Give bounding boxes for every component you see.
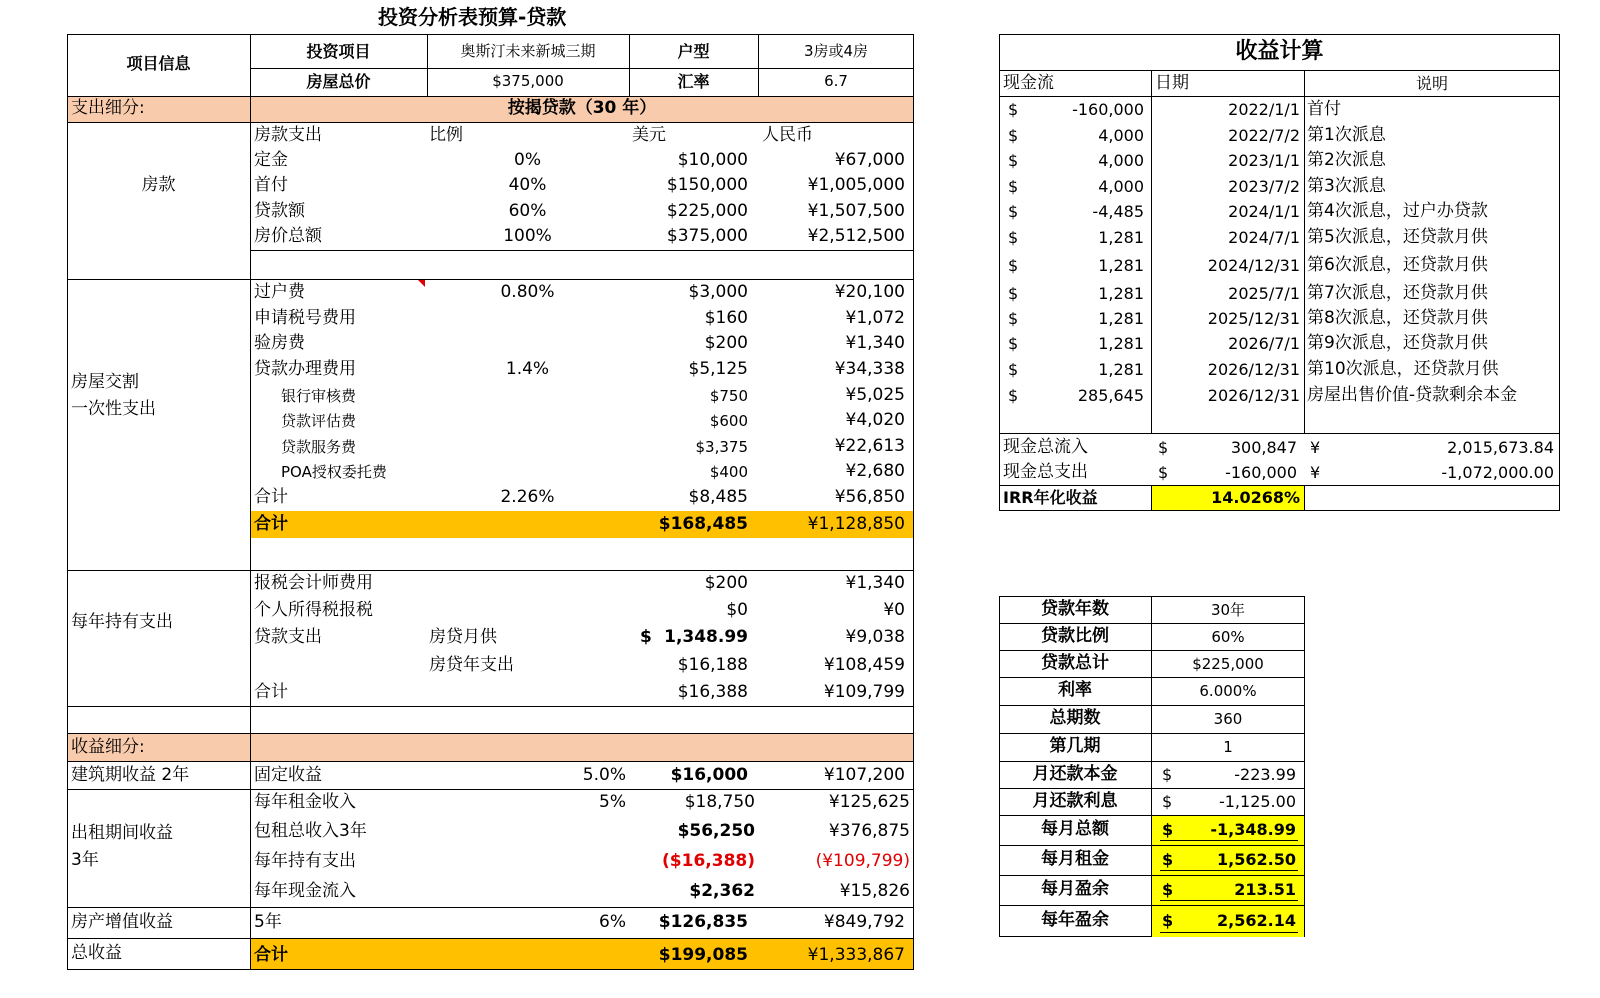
total-income-rmb: ¥1,333,867 [807, 945, 905, 965]
cashflow-sign: $ [1008, 309, 1019, 328]
loan-row-value: 30年 [1210, 601, 1246, 619]
closing-subrow-label: 贷款评估费 [281, 412, 357, 430]
closing-row-ratio: 0.80% [500, 282, 555, 302]
closing-row-label: 申请税号费用 [254, 308, 356, 328]
closing-row-usd: $3,000 [688, 282, 748, 302]
cashflow-note: 第3次派息 [1307, 176, 1386, 196]
loan-row-label: 月还款利息 [1032, 791, 1118, 811]
rental-row-rmb: (¥109,799) [815, 851, 910, 871]
appreciation-group: 房产增值收益 [71, 912, 173, 932]
annual-row-label: 报税会计师费用 [254, 573, 373, 593]
construction-rmb: ¥107,200 [823, 765, 905, 785]
total-price-value: $375,000 [492, 72, 564, 90]
cashflow-sign: $ [1008, 177, 1019, 196]
house-row-ratio: 40% [508, 175, 547, 195]
house-row-ratio: 0% [514, 150, 541, 170]
closing-subrow-usd: $750 [709, 387, 748, 405]
house-row-label: 贷款额 [254, 201, 305, 221]
house-row-usd: $150,000 [666, 175, 748, 195]
rental-group-line1: 出租期间收益 [71, 823, 173, 843]
annual-row-rmb: ¥108,459 [823, 655, 905, 675]
annual-row-label: 合计 [254, 682, 288, 702]
project-info-label: 项目信息 [126, 54, 191, 73]
cashflow-amount: 285,645 [1077, 386, 1144, 405]
closing-row-usd: $8,485 [688, 487, 748, 507]
appreciation-usd: $126,835 [658, 912, 748, 932]
cashflow-date: 2025/12/31 [1207, 309, 1300, 328]
loan-row-value: $225,000 [1192, 655, 1264, 673]
house-row-label: 房价总额 [254, 226, 322, 246]
appreciation-label: 5年 [254, 912, 282, 932]
rental-row-label: 包租总收入3年 [254, 821, 367, 841]
cashflow-date: 2022/7/2 [1228, 126, 1300, 145]
rental-row-usd: ($16,388) [662, 851, 755, 871]
total-income-group: 总收益 [71, 943, 122, 963]
house-row-usd: $225,000 [666, 201, 748, 221]
loan-row-value: 2,562.14 [1217, 911, 1296, 930]
income-section-label: 收益细分: [71, 737, 145, 757]
rental-row-rmb: ¥376,875 [828, 821, 910, 841]
expense-section-label: 支出细分: [71, 98, 145, 118]
rate-label: 汇率 [677, 72, 710, 91]
cashflow-note: 第1次派息 [1307, 125, 1386, 145]
annual-row-label: 贷款支出 [254, 627, 322, 647]
closing-row-label: 合计 [254, 487, 288, 507]
closing-row-rmb: ¥20,100 [834, 282, 905, 302]
annual-row-rmb: ¥9,038 [845, 627, 905, 647]
closing-row-ratio: 2.26% [500, 487, 555, 507]
closing-subrow-label: 银行审核费 [281, 387, 357, 405]
total-income-label: 合计 [254, 945, 288, 965]
loan-row-value: 1,562.50 [1217, 850, 1296, 869]
construction-ratio: 5.0% [582, 765, 626, 785]
outflow-label: 现金总支出 [1003, 462, 1088, 482]
rental-row-usd: $2,362 [689, 881, 755, 901]
closing-row-rmb: ¥1,072 [845, 308, 905, 328]
comment-marker [418, 280, 425, 287]
house-group-label: 房款 [141, 175, 176, 195]
loan-row-label: 每年盈余 [1041, 910, 1109, 930]
cashflow-note: 第4次派息，过户办贷款 [1307, 201, 1488, 221]
cashflow-sign: $ [1008, 360, 1019, 379]
loan-row-label: 每月租金 [1041, 849, 1109, 869]
loan-row-sign: $ [1162, 850, 1174, 869]
construction-usd: $16,000 [670, 765, 748, 785]
annual-row-label: 个人所得税报税 [254, 600, 373, 620]
closing-row-label: 过户费 [254, 282, 305, 302]
type-value: 3房或4房 [803, 42, 869, 60]
annual-row-usd: 1,348.99 [664, 627, 748, 647]
cashflow-sign: $ [1008, 228, 1019, 247]
loan-row-label: 贷款比例 [1041, 626, 1109, 646]
cashflow-date: 2022/1/1 [1228, 100, 1300, 119]
closing-subrow-label: POA授权委托费 [281, 463, 387, 481]
cashflow-sign: $ [1008, 256, 1019, 275]
rental-row-label: 每年现金流入 [254, 881, 356, 901]
rental-row-label: 每年持有支出 [254, 851, 356, 871]
inflow-rmb-sign: ¥ [1310, 438, 1321, 457]
loan-row-value: -223.99 [1234, 765, 1296, 784]
cashflow-sign: $ [1008, 151, 1019, 170]
house-row-ratio: 60% [508, 201, 547, 221]
annual-row-sublabel: 房贷月供 [429, 627, 497, 647]
loan-row-label: 贷款年数 [1041, 599, 1109, 619]
loan-row-label: 每月总额 [1041, 819, 1109, 839]
cashflow-note: 第2次派息 [1307, 150, 1386, 170]
mortgage-title: 按揭贷款（30 年） [507, 98, 657, 118]
annual-row-rmb: ¥1,340 [845, 573, 905, 593]
loan-row-label: 总期数 [1049, 708, 1101, 728]
outflow-rmb: -1,072,000.00 [1441, 463, 1554, 482]
cashflow-date: 2023/7/2 [1228, 177, 1300, 196]
house-row-usd: $375,000 [666, 226, 748, 246]
cashflow-date: 2026/12/31 [1207, 386, 1300, 405]
cashflow-amount: -160,000 [1072, 100, 1144, 119]
cashflow-sign: $ [1008, 202, 1019, 221]
rental-row-label: 每年租金收入 [254, 792, 356, 812]
loan-row-label: 利率 [1058, 680, 1092, 700]
investment-value: 奥斯汀未来新城三期 [460, 42, 596, 60]
total-price-label: 房屋总价 [306, 72, 371, 91]
col-note: 说明 [1415, 74, 1448, 93]
rental-row-rmb: ¥125,625 [828, 792, 910, 812]
col-date: 日期 [1155, 73, 1189, 93]
closing-row-rmb: ¥56,850 [834, 487, 905, 507]
loan-row-label: 每月盈余 [1041, 879, 1109, 899]
loan-row-value: 213.51 [1234, 880, 1296, 899]
closing-row-rmb: ¥1,340 [845, 333, 905, 353]
annual-row-sublabel: 房贷年支出 [429, 655, 514, 675]
loan-row-value: 6.000% [1199, 682, 1257, 700]
irr-value: 14.0268% [1211, 488, 1300, 507]
house-row-rmb: ¥1,507,500 [807, 201, 905, 221]
closing-row-rmb: ¥34,338 [834, 359, 905, 379]
loan-row-value: -1,125.00 [1218, 792, 1296, 811]
total-income-usd: $199,085 [658, 945, 748, 965]
closing-row-label: 验房费 [254, 333, 305, 353]
page-title: 投资分析表预算-贷款 [378, 5, 567, 29]
loan-row-value: 60% [1211, 628, 1245, 646]
outflow-usd: -160,000 [1225, 463, 1297, 482]
cashflow-note: 第8次派息，还贷款月供 [1307, 308, 1488, 328]
construction-group: 建筑期收益 2年 [71, 765, 190, 785]
outflow-rmb-sign: ¥ [1310, 463, 1321, 482]
cashflow-date: 2023/1/1 [1228, 151, 1300, 170]
inflow-label: 现金总流入 [1003, 437, 1088, 457]
rental-row-usd: $18,750 [684, 792, 755, 812]
annual-row-rmb: ¥109,799 [823, 682, 905, 702]
closing-row-label: 贷款办理费用 [254, 359, 356, 379]
house-row-rmb: ¥67,000 [834, 150, 905, 170]
loan-row-value: -1,348.99 [1210, 820, 1296, 839]
closing-group-line1: 房屋交割 [71, 372, 139, 392]
house-row-rmb: ¥2,512,500 [807, 226, 905, 246]
loan-row-label: 第几期 [1049, 736, 1101, 756]
cashflow-amount: 1,281 [1098, 228, 1144, 247]
cashflow-sign: $ [1008, 334, 1019, 353]
cashflow-date: 2024/1/1 [1228, 202, 1300, 221]
closing-row-usd: $5,125 [688, 359, 748, 379]
loan-row-label: 贷款总计 [1041, 653, 1109, 673]
loan-row-sign: $ [1162, 820, 1174, 839]
annual-group-label: 每年持有支出 [71, 612, 173, 632]
closing-subrow-rmb: ¥22,613 [834, 436, 905, 456]
loan-row-sign: $ [1162, 792, 1173, 811]
annual-row-usd-sign: $ [640, 627, 652, 647]
closing-subrow-usd: $3,375 [695, 438, 748, 456]
annual-row-usd: $16,388 [677, 682, 748, 702]
cashflow-amount: 1,281 [1098, 256, 1144, 275]
income-section-bar [68, 734, 913, 761]
loan-row-label: 月还款本金 [1032, 764, 1118, 784]
rental-row-ratio: 5% [599, 792, 626, 812]
cashflow-sign: $ [1008, 386, 1019, 405]
annual-row-rmb: ¥0 [883, 600, 905, 620]
loan-row-value: 1 [1223, 738, 1233, 756]
rental-group-line2: 3年 [71, 850, 99, 870]
col-cashflow: 现金流 [1003, 73, 1054, 93]
cashflow-note: 第6次派息，还贷款月供 [1307, 255, 1488, 275]
closing-total-rmb: ¥1,128,850 [807, 514, 905, 534]
closing-row-ratio: 1.4% [505, 359, 550, 379]
closing-total-label: 合计 [254, 514, 288, 534]
cashflow-amount: 4,000 [1098, 177, 1144, 196]
cashflow-date: 2024/12/31 [1207, 256, 1300, 275]
returns-title: 收益计算 [1235, 39, 1324, 64]
house-row-usd: $10,000 [677, 150, 748, 170]
loan-row-value: 360 [1213, 710, 1243, 728]
cashflow-note: 第5次派息，还贷款月供 [1307, 227, 1488, 247]
cashflow-amount: 4,000 [1098, 151, 1144, 170]
closing-subrow-usd: $600 [709, 412, 748, 430]
closing-total-usd: $168,485 [658, 514, 748, 534]
annual-row-usd: $200 [704, 573, 748, 593]
col-ratio: 比例 [429, 125, 463, 145]
cashflow-sign: $ [1008, 100, 1019, 119]
appreciation-ratio: 6% [599, 912, 626, 932]
cashflow-amount: 1,281 [1098, 360, 1144, 379]
investment-label: 投资项目 [306, 42, 371, 61]
closing-group-line2: 一次性支出 [71, 399, 156, 419]
annual-row-usd: $16,188 [677, 655, 748, 675]
closing-row-usd: $160 [704, 308, 748, 328]
cashflow-note: 第7次派息，还贷款月供 [1307, 283, 1488, 303]
cashflow-note: 首付 [1307, 99, 1341, 119]
closing-subrow-rmb: ¥2,680 [845, 461, 905, 481]
col-usd: 美元 [632, 125, 666, 145]
cashflow-sign: $ [1008, 126, 1019, 145]
closing-subrow-usd: $400 [709, 463, 748, 481]
rental-row-usd: $56,250 [677, 821, 755, 841]
cashflow-amount: 1,281 [1098, 334, 1144, 353]
cashflow-note: 第9次派息，还贷款月供 [1307, 333, 1488, 353]
outflow-usd-sign: $ [1158, 463, 1169, 482]
closing-row-usd: $200 [704, 333, 748, 353]
loan-row-sign: $ [1162, 880, 1174, 899]
cashflow-amount: 1,281 [1098, 309, 1144, 328]
cashflow-sign: $ [1008, 284, 1019, 303]
col-rmb: 人民币 [762, 125, 813, 145]
cashflow-note: 房屋出售价值-贷款剩余本金 [1307, 385, 1518, 405]
inflow-rmb: 2,015,673.84 [1447, 438, 1554, 457]
type-label: 户型 [677, 42, 710, 61]
cashflow-date: 2026/12/31 [1207, 360, 1300, 379]
cashflow-amount: 4,000 [1098, 126, 1144, 145]
cashflow-note: 第10次派息，还贷款月供 [1307, 359, 1499, 379]
loan-row-sign: $ [1162, 765, 1173, 784]
cashflow-date: 2025/7/1 [1228, 284, 1300, 303]
cashflow-amount: -4,485 [1092, 202, 1144, 221]
cashflow-date: 2026/7/1 [1228, 334, 1300, 353]
closing-subrow-rmb: ¥4,020 [845, 410, 905, 430]
annual-row-usd: $0 [726, 600, 748, 620]
closing-subrow-label: 贷款服务费 [281, 438, 357, 456]
inflow-usd: 300,847 [1230, 438, 1297, 457]
irr-label: IRR年化收益 [1003, 488, 1098, 507]
cashflow-amount: 1,281 [1098, 284, 1144, 303]
house-row-label: 房款支出 [254, 125, 322, 145]
construction-label: 固定收益 [254, 765, 322, 785]
house-row-label: 首付 [254, 175, 288, 195]
house-row-ratio: 100% [503, 226, 552, 246]
house-row-rmb: ¥1,005,000 [807, 175, 905, 195]
inflow-usd-sign: $ [1158, 438, 1169, 457]
cashflow-date: 2024/7/1 [1228, 228, 1300, 247]
house-row-label: 定金 [254, 150, 288, 170]
rental-row-rmb: ¥15,826 [839, 881, 910, 901]
appreciation-rmb: ¥849,792 [823, 912, 905, 932]
closing-subrow-rmb: ¥5,025 [845, 385, 905, 405]
loan-row-sign: $ [1162, 911, 1174, 930]
rate-value: 6.7 [824, 72, 848, 90]
